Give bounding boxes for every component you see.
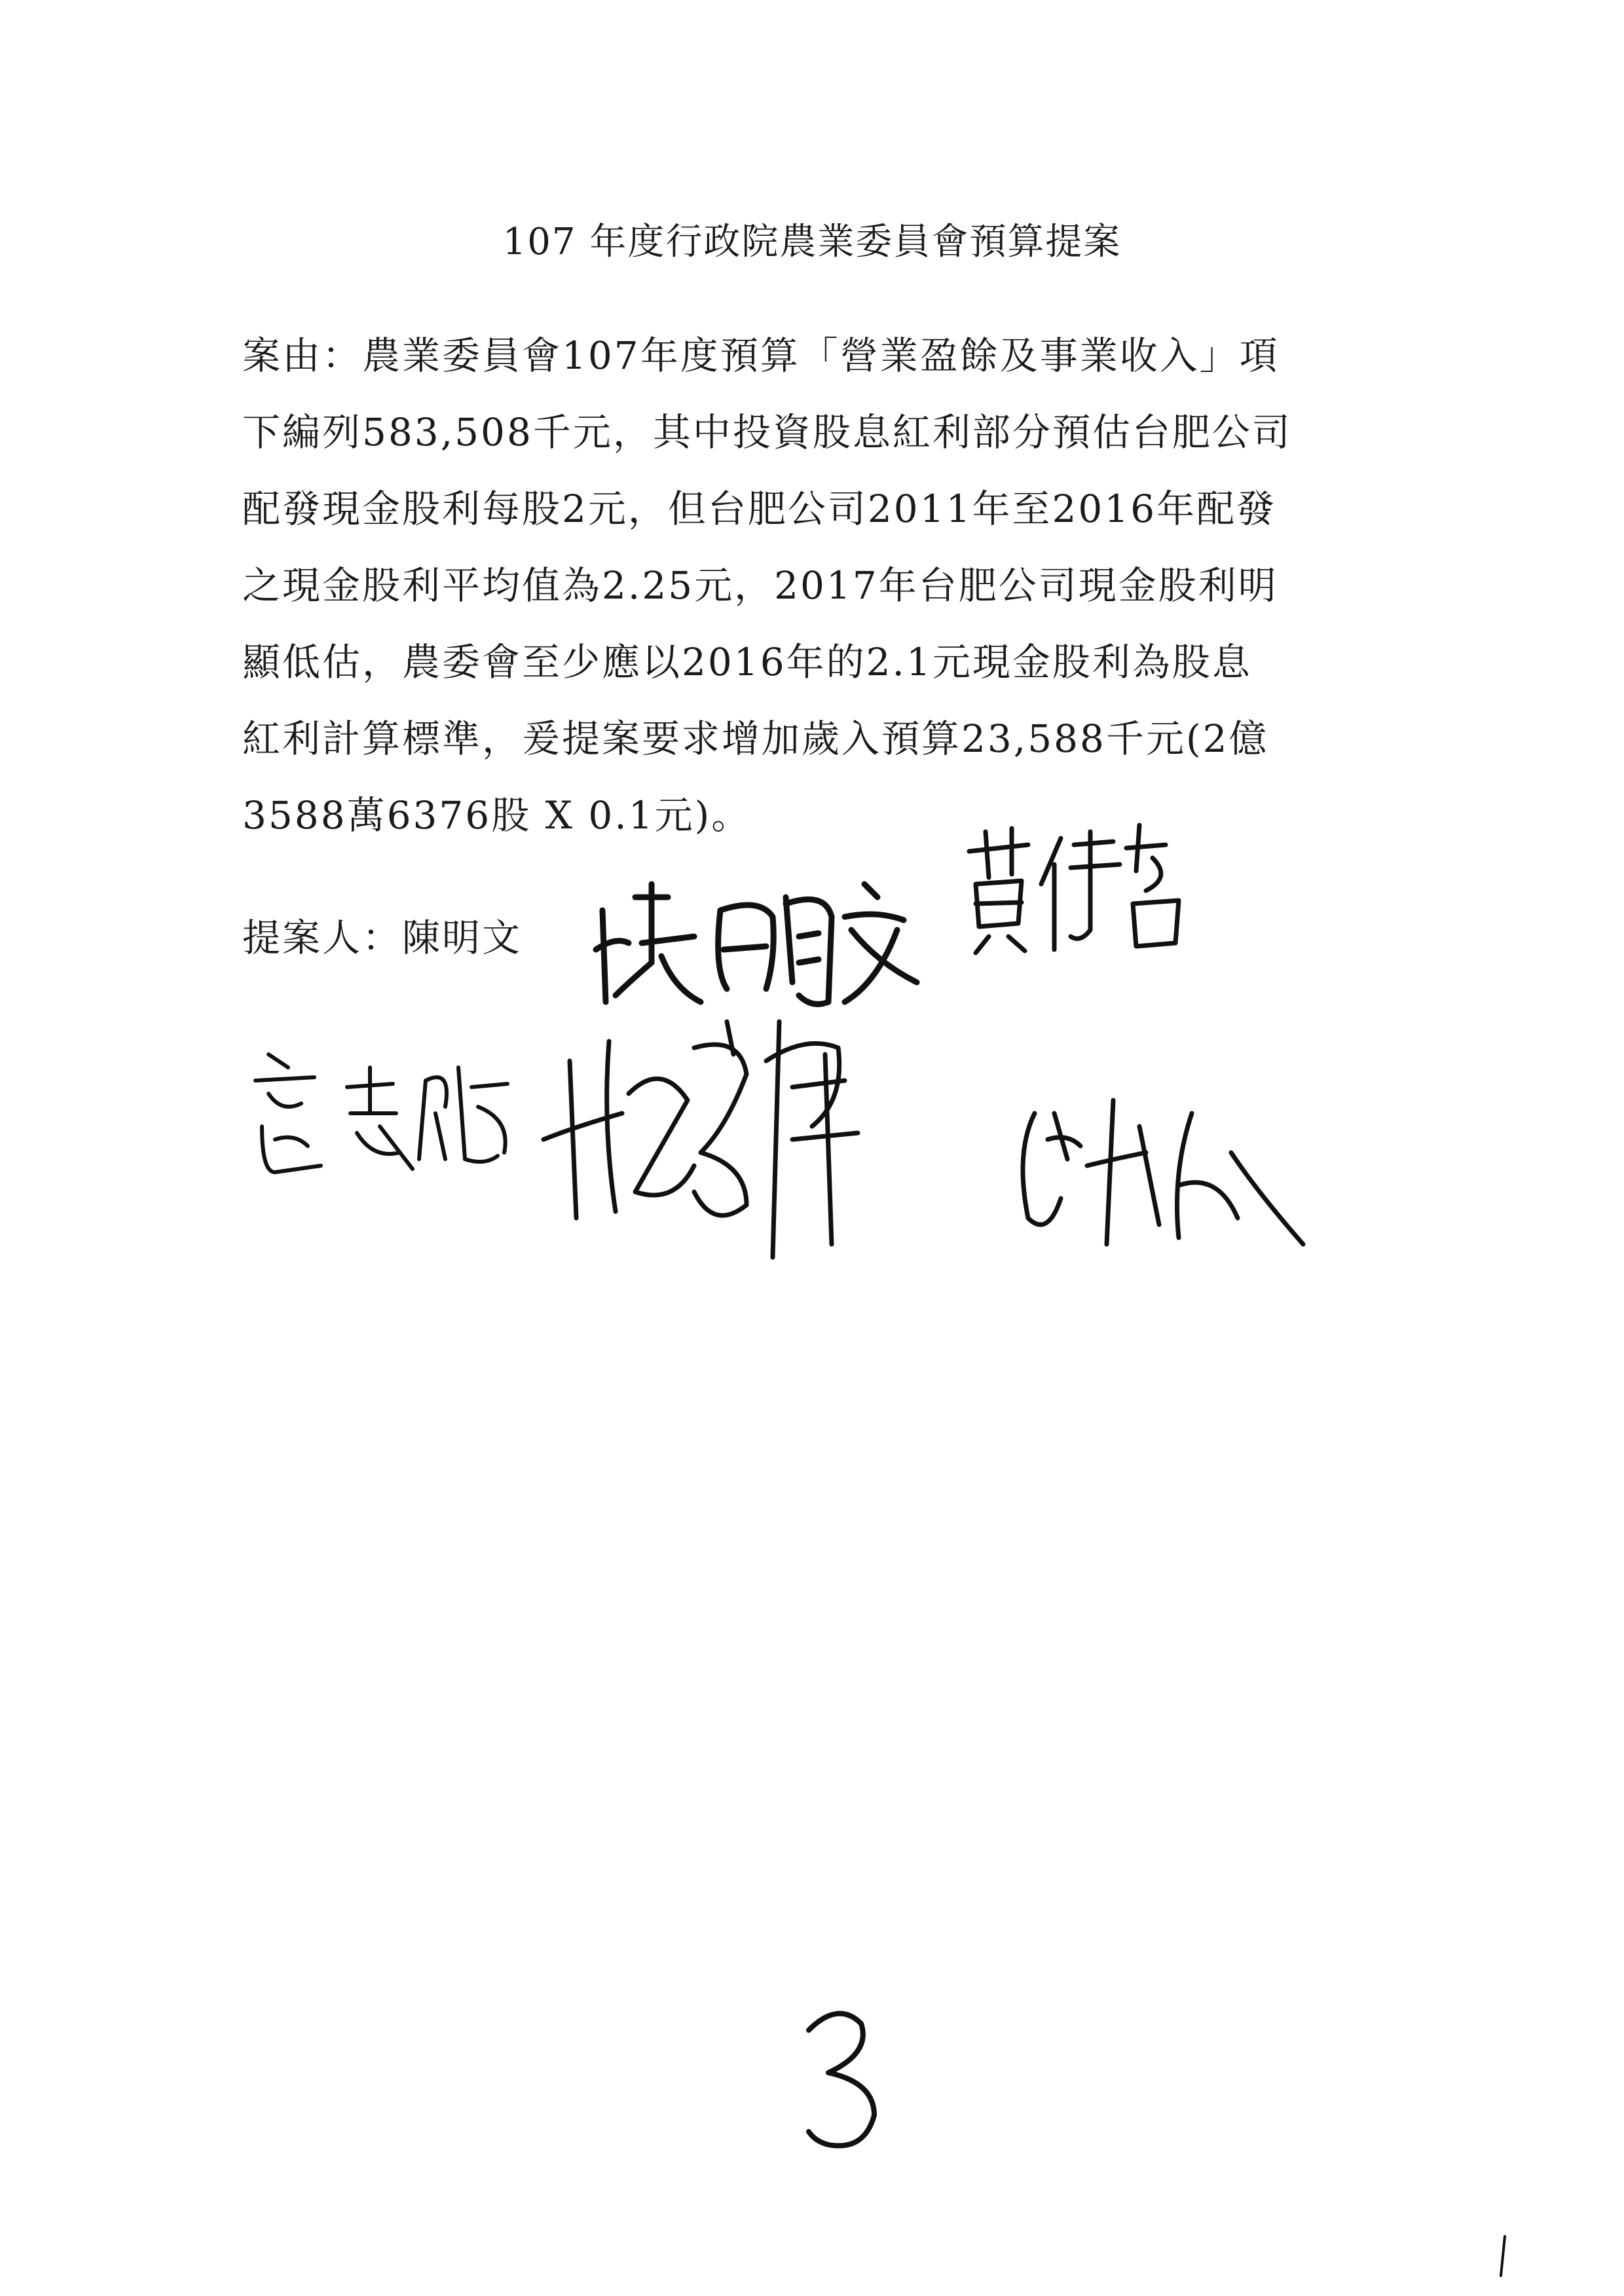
signature-gao-zhipeng	[249, 1041, 524, 1192]
proposer-label: 提案人：	[242, 916, 403, 960]
signature-huang-weizhe	[956, 812, 1192, 963]
proposer-name: 陳明文	[402, 916, 523, 960]
proposer-line	[242, 907, 522, 962]
body-line-2: 下編列583,508千元，其中投資股息紅利部分預估台肥公司	[242, 410, 1292, 454]
signature-5	[1008, 1074, 1316, 1270]
signature-4	[530, 995, 897, 1270]
body-line-5: 顯低估，農委會至少應以2016年的2.1元現金股利為股息	[242, 640, 1252, 684]
body-line-4: 之現金股利平均值為2.25元，2017年台肥公司現金股利明	[242, 563, 1278, 608]
body-line-3: 配發現金股利每股2元，但台肥公司2011年至2016年配發	[242, 487, 1277, 531]
body-line-1: 案由：農業委員會107年度預算「營業盈餘及事業收入」項	[242, 333, 1280, 378]
body-line-7: 3588萬6376股 X 0.1元)。	[242, 793, 752, 838]
edge-mark	[1493, 2233, 1513, 2279]
handwritten-page-number	[792, 2004, 891, 2161]
proposal-body	[242, 318, 1395, 854]
body-line-6: 紅利計算標準，爰提案要求增加歲入預算23,588千元(2億	[242, 716, 1269, 761]
document-title: 107 年度行政院農業委員會預算提案	[502, 221, 1122, 263]
